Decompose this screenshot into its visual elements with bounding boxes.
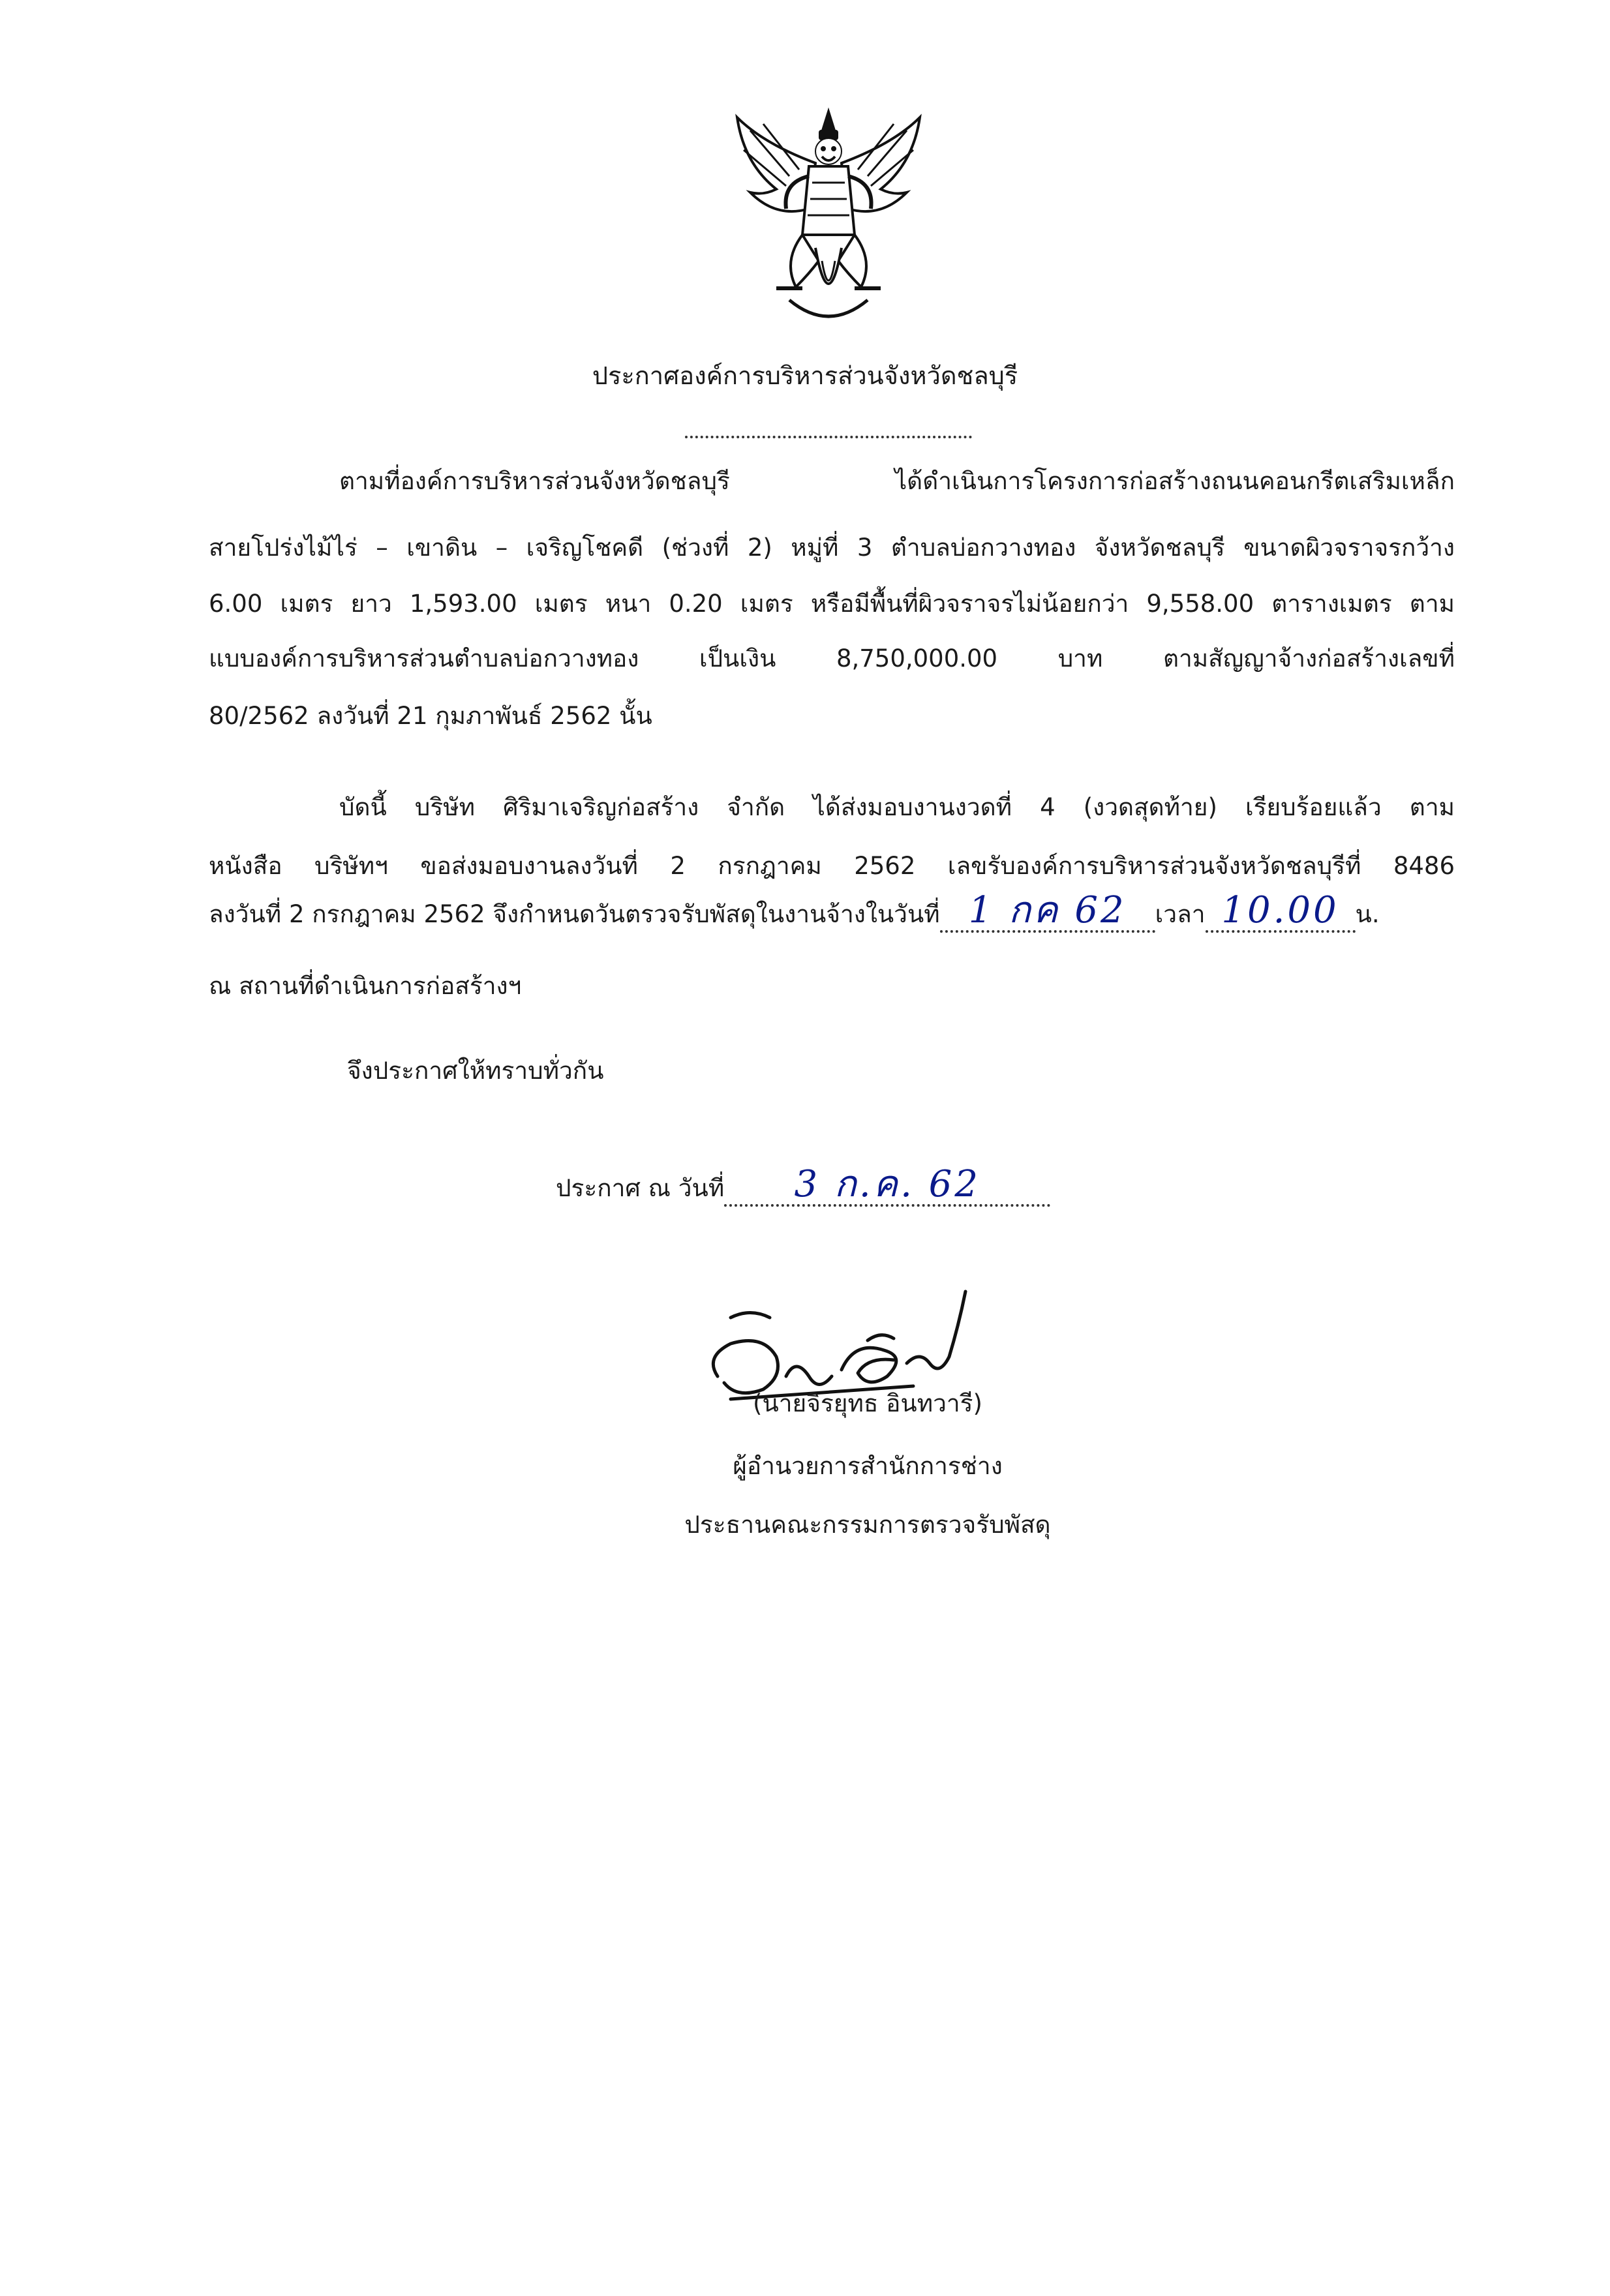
paragraph2-line: บัดนี้ บริษัท ศิริมาเจริญก่อสร้าง จำกัด ได้ส่งมอบงานงวดที่ 4 (งวดสุดท้าย) เรียบร้อยแล้ว ตาม xyxy=(339,793,1455,821)
paragraph1-line: แบบองค์การบริหารส่วนตำบลบ่อกวางทอง เป็นเงิน 8,750,000.00 บาท ตามสัญญาจ้างก่อสร้างเลขที่ xyxy=(209,644,1455,672)
inspection-time-field xyxy=(1206,889,1356,933)
inspection-time-handwritten: 10.00 xyxy=(1221,889,1339,931)
announcement-line: จึงประกาศให้ทราบทั่วกัน xyxy=(347,1057,604,1085)
announcement-date-field xyxy=(724,1163,1050,1207)
inspection-prefix: ลงวันที่ 2 กรกฎาคม 2562 จึงกำหนดวันตรวจรับพัสดุในงานจ้างในวันที่ xyxy=(209,900,940,928)
paragraph1-line: 80/2562 ลงวันที่ 21 กุมภาพันธ์ 2562 นั้น xyxy=(209,702,652,730)
inspection-date-handwritten: 1 กค 62 xyxy=(968,889,1127,931)
announcement-date-handwritten: 3 ก.ค. 62 xyxy=(794,1163,980,1205)
garuda-emblem xyxy=(724,104,933,339)
paragraph2-line: ณ สถานที่ดำเนินการก่อสร้างฯ xyxy=(209,972,522,1000)
signatory-name: (นายจิรยุทธ อินทวารี) xyxy=(753,1389,982,1417)
date-prefix: ประกาศ ณ วันที่ xyxy=(556,1174,725,1202)
signatory-position: ผู้อำนวยการสำนักการช่าง xyxy=(733,1452,1003,1480)
paragraph2-line: หนังสือ บริษัทฯ ขอส่งมอบงานลงวันที่ 2 กรกฎาคม 2562 เลขรับองค์การบริหารส่วนจังหวัดชลบุรีที่ 8486 xyxy=(209,852,1455,880)
announcement-date-line xyxy=(556,1163,1050,1207)
paragraph1-line: 6.00 เมตร ยาว 1,593.00 เมตร หนา 0.20 เมตร หรือมีพื้นที่ผิวจราจรไม่น้อยกว่า 9,558.00 ตารางเมตร ตาม xyxy=(209,590,1455,618)
signatory-role: ประธานคณะกรรมการตรวจรับพัสดุ xyxy=(684,1511,1051,1539)
time-unit: น. xyxy=(1355,900,1380,928)
paragraph1-line: ตามที่องค์การบริหารส่วนจังหวัดชลบุรี ได้ดำเนินการโครงการก่อสร้างถนนคอนกรีตเสริมเหล็ก xyxy=(339,467,1455,495)
document-title: ประกาศองค์การบริหารส่วนจังหวัดชลบุรี xyxy=(592,361,1018,390)
paragraph1-line: สายโปร่งไม้ไร่ – เขาดิน – เจริญโชคดี (ช่วงที่ 2) หมู่ที่ 3 ตำบลบ่อกวางทอง จังหวัดชลบุรี ขนาดผิวจราจรกว้าง xyxy=(209,534,1455,562)
inspection-date-field xyxy=(940,889,1155,933)
title-divider xyxy=(685,436,972,438)
time-label: เวลา xyxy=(1155,900,1206,928)
paragraph2-line-inspection xyxy=(209,889,1455,933)
